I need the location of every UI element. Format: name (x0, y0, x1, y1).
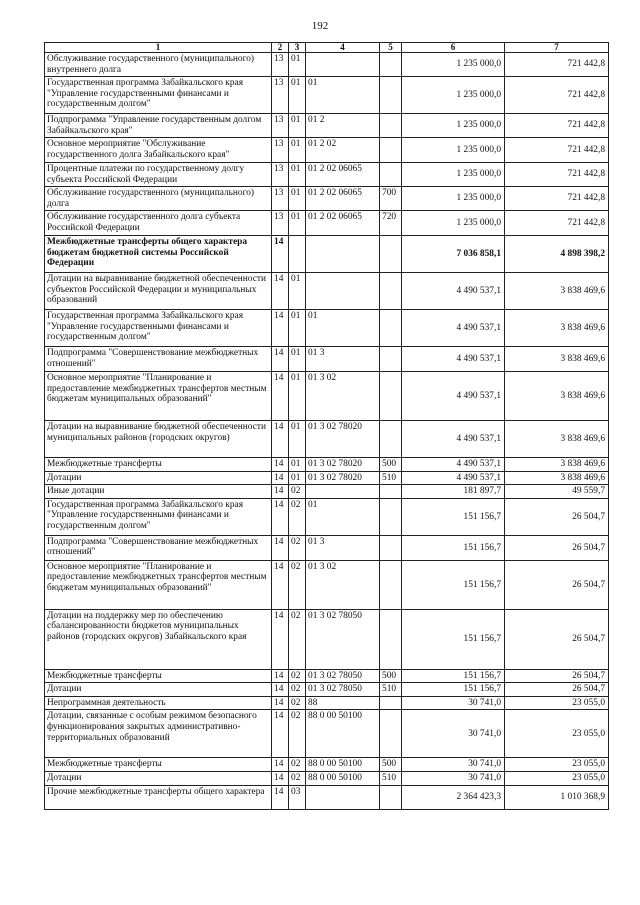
row-expense-type: 700 (380, 187, 402, 211)
row-sum-actual: 721 442,8 (505, 138, 609, 163)
row-sum-actual: 26 504,7 (505, 683, 609, 697)
table-row (45, 609, 609, 669)
row-sum-actual: 3 838 469,6 (505, 471, 609, 485)
row-section: 01 (289, 114, 306, 138)
table-row (45, 485, 609, 499)
row-sum-plan: 151 156,7 (402, 669, 505, 683)
row-sum-plan: 151 156,7 (402, 683, 505, 697)
table-row (45, 114, 609, 138)
row-expense-type (380, 77, 402, 114)
row-expense-type (380, 498, 402, 535)
row-target-article: 01 2 02 (306, 138, 380, 163)
table-row (45, 458, 609, 472)
row-sum-actual: 26 504,7 (505, 498, 609, 535)
row-sum-plan: 151 156,7 (402, 535, 505, 560)
row-section: 01 (289, 77, 306, 114)
row-name: Иные дотации (45, 485, 272, 499)
row-target-article: 01 (306, 498, 380, 535)
table-row (45, 187, 609, 211)
row-sum-plan: 4 490 537,1 (402, 372, 505, 421)
row-target-article: 01 (306, 310, 380, 347)
row-chapter: 14 (272, 669, 289, 683)
table-row (45, 669, 609, 683)
table-row (45, 163, 609, 187)
row-sum-actual: 1 010 368,9 (505, 785, 609, 809)
row-chapter: 14 (272, 273, 289, 310)
row-chapter: 14 (272, 458, 289, 472)
row-sum-plan: 1 235 000,0 (402, 138, 505, 163)
row-chapter: 14 (272, 535, 289, 560)
row-expense-type: 720 (380, 211, 402, 236)
header-col-1: 1 (45, 43, 272, 53)
row-name: Подпрограмма "Управление государственным долгом Забайкальского края" (45, 114, 272, 138)
row-name: Основное мероприятие "Планирование и предоставление межбюджетных трансфертов местным бюджетам муниципальных образований" (45, 560, 272, 609)
row-name: Подпрограмма "Совершенствование межбюджетных отношений" (45, 535, 272, 560)
row-target-article: 01 3 (306, 535, 380, 560)
row-sum-actual: 3 838 469,6 (505, 347, 609, 372)
row-sum-actual: 49 559,7 (505, 485, 609, 499)
row-sum-actual: 3 838 469,6 (505, 310, 609, 347)
row-chapter: 13 (272, 163, 289, 187)
row-chapter: 14 (272, 560, 289, 609)
row-target-article: 01 3 02 78050 (306, 669, 380, 683)
row-section: 01 (289, 211, 306, 236)
row-name: Дотации на выравнивание бюджетной обеспеченности муниципальных районов (городских округов) (45, 421, 272, 458)
table-row (45, 696, 609, 710)
row-sum-actual: 26 504,7 (505, 669, 609, 683)
row-section: 02 (289, 710, 306, 758)
row-expense-type (380, 53, 402, 77)
row-chapter: 14 (272, 471, 289, 485)
row-chapter: 13 (272, 211, 289, 236)
row-target-article: 01 3 02 78050 (306, 683, 380, 697)
row-section: 02 (289, 758, 306, 772)
header-col-2: 2 (272, 43, 289, 53)
row-target-article: 88 0 00 50100 (306, 758, 380, 772)
row-chapter: 14 (272, 785, 289, 809)
row-target-article (306, 53, 380, 77)
row-chapter: 14 (272, 683, 289, 697)
row-target-article: 01 (306, 77, 380, 114)
row-name: Процентные платежи по государственному долгу субъекта Российской Федерации (45, 163, 272, 187)
row-section: 01 (289, 138, 306, 163)
row-name: Основное мероприятие "Обслуживание государственного долга Забайкальского края" (45, 138, 272, 163)
row-expense-type (380, 785, 402, 809)
header-col-5: 5 (380, 43, 402, 53)
row-sum-plan: 30 741,0 (402, 696, 505, 710)
row-name: Дотации, связанные с особым режимом безопасного функционирования закрытых административно-территориальных образований (45, 710, 272, 758)
table-body (45, 53, 609, 810)
table-row (45, 310, 609, 347)
table-row (45, 421, 609, 458)
row-chapter: 14 (272, 310, 289, 347)
row-expense-type (380, 421, 402, 458)
table-row (45, 471, 609, 485)
row-sum-plan: 7 036 858,1 (402, 236, 505, 273)
row-sum-actual: 23 055,0 (505, 771, 609, 785)
row-target-article: 01 3 02 78020 (306, 471, 380, 485)
row-expense-type (380, 310, 402, 347)
row-target-article: 88 0 00 50100 (306, 771, 380, 785)
row-expense-type (380, 485, 402, 499)
row-sum-plan: 4 490 537,1 (402, 347, 505, 372)
table-row (45, 77, 609, 114)
row-expense-type (380, 163, 402, 187)
row-target-article: 01 3 02 78050 (306, 609, 380, 669)
row-name: Обслуживание государственного (муниципального) внутреннего долга (45, 53, 272, 77)
row-name: Непрограммная деятельность (45, 696, 272, 710)
row-section: 03 (289, 785, 306, 809)
row-expense-type (380, 560, 402, 609)
row-sum-plan: 4 490 537,1 (402, 421, 505, 458)
row-target-article: 01 2 02 06065 (306, 187, 380, 211)
row-sum-actual: 26 504,7 (505, 560, 609, 609)
row-expense-type: 510 (380, 771, 402, 785)
row-sum-actual: 721 442,8 (505, 211, 609, 236)
row-chapter: 13 (272, 53, 289, 77)
row-sum-plan: 151 156,7 (402, 560, 505, 609)
table-row (45, 273, 609, 310)
row-expense-type (380, 236, 402, 273)
row-sum-actual: 26 504,7 (505, 535, 609, 560)
row-chapter: 14 (272, 771, 289, 785)
row-name: Государственная программа Забайкальского края "Управление государственными финансами и государственным долгом" (45, 77, 272, 114)
row-chapter: 14 (272, 710, 289, 758)
row-chapter: 14 (272, 372, 289, 421)
row-sum-plan: 4 490 537,1 (402, 471, 505, 485)
table-header-row (45, 43, 609, 53)
row-chapter: 14 (272, 758, 289, 772)
row-chapter: 13 (272, 77, 289, 114)
row-sum-plan: 4 490 537,1 (402, 273, 505, 310)
row-target-article (306, 273, 380, 310)
row-sum-actual: 4 898 398,2 (505, 236, 609, 273)
row-sum-plan: 2 364 423,3 (402, 785, 505, 809)
table-row (45, 758, 609, 772)
row-expense-type: 510 (380, 471, 402, 485)
row-sum-plan: 30 741,0 (402, 771, 505, 785)
row-chapter: 14 (272, 421, 289, 458)
row-target-article: 01 3 02 78020 (306, 458, 380, 472)
row-sum-actual: 721 442,8 (505, 114, 609, 138)
row-sum-plan: 30 741,0 (402, 710, 505, 758)
row-target-article: 88 0 00 50100 (306, 710, 380, 758)
table-row (45, 53, 609, 77)
row-sum-plan: 181 897,7 (402, 485, 505, 499)
row-section: 01 (289, 471, 306, 485)
row-chapter: 14 (272, 696, 289, 710)
row-sum-actual: 23 055,0 (505, 758, 609, 772)
row-sum-actual: 26 504,7 (505, 609, 609, 669)
row-name: Обслуживание государственного долга субъекта Российской Федерации (45, 211, 272, 236)
row-expense-type: 510 (380, 683, 402, 697)
row-target-article (306, 236, 380, 273)
table-row (45, 710, 609, 758)
row-section: 02 (289, 771, 306, 785)
row-section: 01 (289, 310, 306, 347)
row-name: Государственная программа Забайкальского края "Управление государственными финансами и государственным долгом" (45, 498, 272, 535)
row-section: 01 (289, 187, 306, 211)
row-section: 02 (289, 609, 306, 669)
row-section: 02 (289, 535, 306, 560)
header-col-3: 3 (289, 43, 306, 53)
row-expense-type (380, 696, 402, 710)
row-name: Дотации на поддержку мер по обеспечению сбалансированности бюджетов муниципальных районов (городских округов) Забайкальского края (45, 609, 272, 669)
row-target-article: 01 2 02 06065 (306, 163, 380, 187)
row-chapter: 14 (272, 609, 289, 669)
row-sum-plan: 151 156,7 (402, 609, 505, 669)
row-sum-plan: 4 490 537,1 (402, 310, 505, 347)
row-sum-plan: 151 156,7 (402, 498, 505, 535)
row-chapter: 14 (272, 485, 289, 499)
row-chapter: 14 (272, 236, 289, 273)
row-section: 01 (289, 347, 306, 372)
row-chapter: 14 (272, 498, 289, 535)
row-target-article: 01 3 02 (306, 372, 380, 421)
row-section: 02 (289, 669, 306, 683)
row-section: 01 (289, 372, 306, 421)
row-sum-plan: 1 235 000,0 (402, 53, 505, 77)
header-col-7: 7 (505, 43, 609, 53)
row-sum-plan: 1 235 000,0 (402, 77, 505, 114)
row-expense-type (380, 273, 402, 310)
row-target-article: 01 2 02 06065 (306, 211, 380, 236)
row-sum-actual: 3 838 469,6 (505, 421, 609, 458)
row-name: Обслуживание государственного (муниципального) долга (45, 187, 272, 211)
row-expense-type (380, 347, 402, 372)
row-sum-actual: 721 442,8 (505, 53, 609, 77)
row-sum-plan: 1 235 000,0 (402, 114, 505, 138)
row-section: 01 (289, 163, 306, 187)
table-row (45, 498, 609, 535)
header-col-6: 6 (402, 43, 505, 53)
row-target-article (306, 785, 380, 809)
row-expense-type: 500 (380, 669, 402, 683)
row-name: Межбюджетные трансферты (45, 458, 272, 472)
row-sum-actual: 721 442,8 (505, 187, 609, 211)
row-sum-plan: 4 490 537,1 (402, 458, 505, 472)
row-section: 02 (289, 696, 306, 710)
row-target-article (306, 485, 380, 499)
row-sum-actual: 3 838 469,6 (505, 372, 609, 421)
row-sum-plan: 1 235 000,0 (402, 163, 505, 187)
row-chapter: 13 (272, 114, 289, 138)
table-row (45, 347, 609, 372)
row-expense-type: 500 (380, 758, 402, 772)
table-row (45, 683, 609, 697)
row-target-article: 01 3 02 78020 (306, 421, 380, 458)
table-row (45, 372, 609, 421)
budget-table (44, 42, 609, 810)
row-section: 02 (289, 560, 306, 609)
row-expense-type: 500 (380, 458, 402, 472)
row-name: Государственная программа Забайкальского края "Управление государственными финансами и государственным долгом" (45, 310, 272, 347)
row-sum-actual: 721 442,8 (505, 163, 609, 187)
table-row (45, 771, 609, 785)
row-section: 01 (289, 458, 306, 472)
row-name: Основное мероприятие "Планирование и предоставление межбюджетных трансфертов местным бюджетам муниципальных образований" (45, 372, 272, 421)
row-section (289, 236, 306, 273)
page-number: 192 (311, 20, 329, 32)
table-row (45, 785, 609, 809)
row-target-article: 01 3 (306, 347, 380, 372)
row-chapter: 14 (272, 347, 289, 372)
row-name: Подпрограмма "Совершенствование межбюджетных отношений" (45, 347, 272, 372)
row-sum-actual: 23 055,0 (505, 696, 609, 710)
row-section: 01 (289, 421, 306, 458)
row-target-article: 01 2 (306, 114, 380, 138)
row-expense-type (380, 372, 402, 421)
row-expense-type (380, 114, 402, 138)
row-name: Межбюджетные трансферты (45, 669, 272, 683)
row-chapter: 13 (272, 138, 289, 163)
row-sum-actual: 3 838 469,6 (505, 458, 609, 472)
table-row (45, 211, 609, 236)
row-name: Дотации (45, 471, 272, 485)
header-col-4: 4 (306, 43, 380, 53)
row-name: Дотации на выравнивание бюджетной обеспеченности субъектов Российской Федерации и муниципальных образований (45, 273, 272, 310)
row-name: Дотации (45, 771, 272, 785)
row-expense-type (380, 609, 402, 669)
row-expense-type (380, 138, 402, 163)
row-target-article: 01 3 02 (306, 560, 380, 609)
row-sum-plan: 1 235 000,0 (402, 187, 505, 211)
row-chapter: 13 (272, 187, 289, 211)
row-name: Межбюджетные трансферты общего характера бюджетам бюджетной системы Российской Федерации (45, 236, 272, 273)
row-expense-type (380, 710, 402, 758)
row-name: Прочие межбюджетные трансферты общего характера (45, 785, 272, 809)
table-row (45, 138, 609, 163)
row-sum-plan: 1 235 000,0 (402, 211, 505, 236)
row-section: 02 (289, 683, 306, 697)
row-sum-actual: 23 055,0 (505, 710, 609, 758)
row-expense-type (380, 535, 402, 560)
table-row (45, 236, 609, 273)
row-section: 01 (289, 273, 306, 310)
row-sum-plan: 30 741,0 (402, 758, 505, 772)
row-section: 02 (289, 485, 306, 499)
row-section: 02 (289, 498, 306, 535)
table-row (45, 535, 609, 560)
row-name: Дотации (45, 683, 272, 697)
row-section: 01 (289, 53, 306, 77)
row-sum-actual: 721 442,8 (505, 77, 609, 114)
row-target-article: 88 (306, 696, 380, 710)
row-sum-actual: 3 838 469,6 (505, 273, 609, 310)
table-row (45, 560, 609, 609)
row-name: Межбюджетные трансферты (45, 758, 272, 772)
